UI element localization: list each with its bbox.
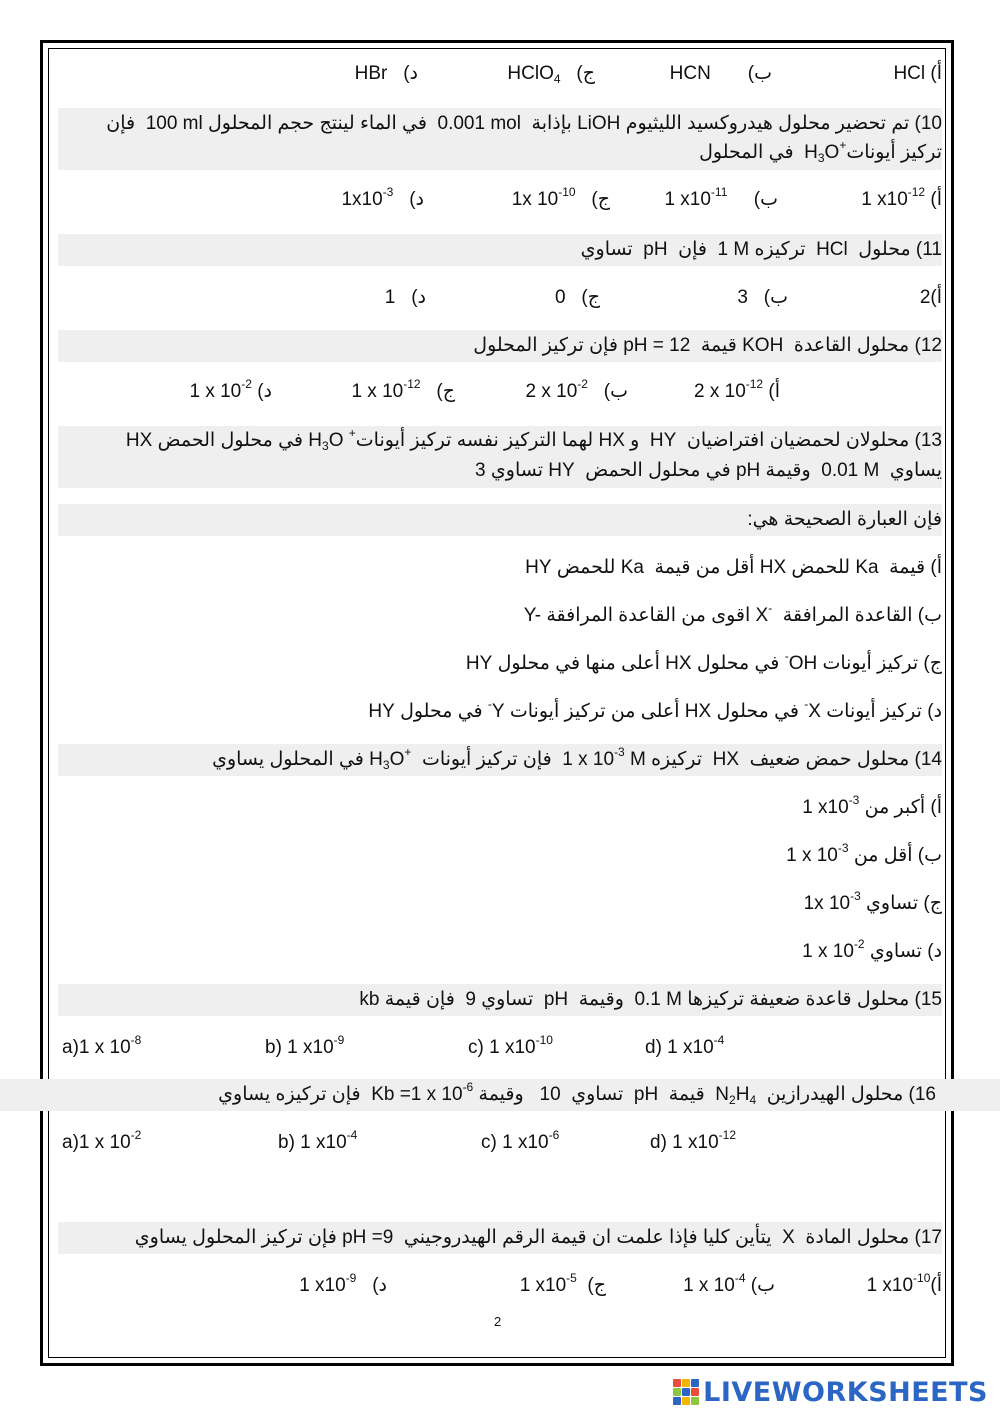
page-number: 2 bbox=[494, 1314, 502, 1329]
q11-option-a[interactable]: أ)2 bbox=[919, 287, 942, 308]
liveworksheets-logo-icon bbox=[673, 1379, 699, 1405]
liveworksheets-logo[interactable] bbox=[673, 1376, 988, 1408]
q13-text-line2: يساوي 0.01 M وقيمة pH في محلول الحمض HY تساوي 3 bbox=[475, 460, 942, 481]
q11-text: 11) محلول HCl تركيزه 1 M فإن pH تساوي bbox=[580, 239, 942, 260]
q10-option-a[interactable]: أ) 1 $x10^{-12}$ bbox=[861, 185, 942, 210]
q13-stem: فإن العبارة الصحيحة هي: bbox=[747, 509, 942, 530]
q15-option-a[interactable]: a)1 x $10^{-8}$ bbox=[62, 1033, 142, 1058]
q11-option-d[interactable]: د) 1 bbox=[384, 287, 426, 308]
q10-option-d[interactable]: د) $1x10^{-3}$ bbox=[341, 185, 424, 210]
q13-option-b[interactable]: ب) القاعدة المرافقة X- اقوى من القاعدة المرافقة Y- bbox=[523, 601, 942, 626]
q15-option-d[interactable]: d) 1 $x10^{-4}$ bbox=[645, 1033, 725, 1058]
q10-option-c[interactable]: ج) 1x $10^{-10}$ bbox=[511, 185, 610, 210]
q12-option-d[interactable]: د) 1 x $10^{-2}$ bbox=[189, 377, 272, 402]
q15-option-b[interactable]: b) 1 $x10^{-9}$ bbox=[265, 1033, 345, 1058]
q10-option-b[interactable]: ب) 1 $x10^{-11}$ bbox=[664, 185, 778, 210]
q15-text: 15) محلول قاعدة ضعيفة تركيزها 0.1 M وقيمة pH تساوي 9 فإن قيمة kb bbox=[359, 989, 942, 1010]
q13-option-d[interactable]: د) تركيز أيونات -X في محلول HX أعلى من تركيز أيونات -Y في محلول HY bbox=[368, 697, 942, 722]
q16-option-b[interactable]: b) 1 $x10^{-4}$ bbox=[278, 1128, 358, 1153]
q9-option-b[interactable]: ب) HCN bbox=[669, 63, 772, 84]
q15-option-c[interactable]: c) 1 $x10^{-10}$ bbox=[468, 1033, 553, 1058]
q17-option-b[interactable]: ب) 1 x $10^{-4}$ bbox=[683, 1271, 775, 1296]
q13-option-a[interactable]: أ) قيمة Ka للحمض HX أقل من قيمة Ka للحمض HY bbox=[525, 557, 942, 578]
q11-option-c[interactable]: ج) 0 bbox=[554, 287, 600, 308]
q14-option-b[interactable]: ب) أقل من 1 x $10^{-3}$ bbox=[786, 841, 942, 866]
q16-option-a[interactable]: a)1 x $10^{-2}$ bbox=[62, 1128, 142, 1153]
q14-text: 14) محلول حمض ضعيف HX تركيزه 1 x $10^{-3}$ M فإن تركيز أيونات $H_3O^+$ في المحلول يساوي bbox=[212, 745, 942, 772]
liveworksheets-brand: LIVEWORKSHEETS bbox=[703, 1376, 988, 1408]
q17-option-d[interactable]: د) 1 $x10^{-9}$ bbox=[299, 1271, 387, 1296]
q16-option-d[interactable]: d) 1 $x10^{-12}$ bbox=[650, 1128, 736, 1153]
q10-text-line2: تركيز أيوناتH$_3$O+ في المحلول bbox=[699, 138, 942, 165]
q9-option-d[interactable]: د) HBr bbox=[354, 63, 418, 84]
q14-option-d[interactable]: د) تساوي 1 x $10^{-2}$ bbox=[802, 937, 942, 962]
q9-option-a[interactable]: أ) HCl bbox=[893, 63, 942, 84]
q12-option-a[interactable]: أ) 2 x $10^{-12}$ bbox=[694, 377, 780, 402]
q12-text: 12) محلول القاعدة KOH قيمة pH = 12 فإن تركيز المحلول bbox=[473, 335, 942, 356]
q11-option-b[interactable]: ب) 3 bbox=[737, 287, 788, 308]
q9-option-c[interactable]: ج) HClO$_4$ bbox=[507, 63, 595, 86]
q13-option-c[interactable]: ج) تركيز أيونات -OH في محلول HX أعلى منها في محلول HY bbox=[465, 649, 942, 674]
q14-option-a[interactable]: أ) أكبر من 1 $x10^{-3}$ bbox=[802, 793, 942, 818]
q17-text: 17) محلول المادة X يتأين كليا فإذا علمت ان قيمة الرقم الهيدروجيني pH =9 فإن تركيز المحلول يساوي bbox=[134, 1227, 942, 1248]
q17-option-c[interactable]: ج) 1 $x10^{-5}$ bbox=[519, 1271, 606, 1296]
q13-text-line1: 13) محلولان لحمضيان افتراضيان HY و HX لهما التركيز نفسه تركيز أيوناتH$_3$O + في محلول الحمض HX bbox=[125, 426, 942, 453]
q16-text: 16) محلول الهيدرازين $N_2H_4$ قيمة pH تساوي 10 وقيمة Kb =1 x $10^{-6}$ فإن تركيزه يساوي bbox=[218, 1080, 936, 1107]
q12-option-c[interactable]: ج) 1 x $10^{-12}$ bbox=[351, 377, 455, 402]
q16-option-c[interactable]: c) 1 $x10^{-6}$ bbox=[481, 1128, 560, 1153]
q10-text-line1: 10) تم تحضير محلول هيدروكسيد الليثيوم LiOH بإذابة 0.001 mol في الماء لينتج حجم المحلول 100 ml فإن bbox=[106, 113, 942, 134]
q12-option-b[interactable]: ب) 2 x $10^{-2}$ bbox=[525, 377, 628, 402]
q14-option-c[interactable]: ج) تساوي 1x $10^{-3}$ bbox=[803, 889, 942, 914]
q17-option-a[interactable]: أ)1 $x10^{-10}$ bbox=[866, 1271, 942, 1296]
